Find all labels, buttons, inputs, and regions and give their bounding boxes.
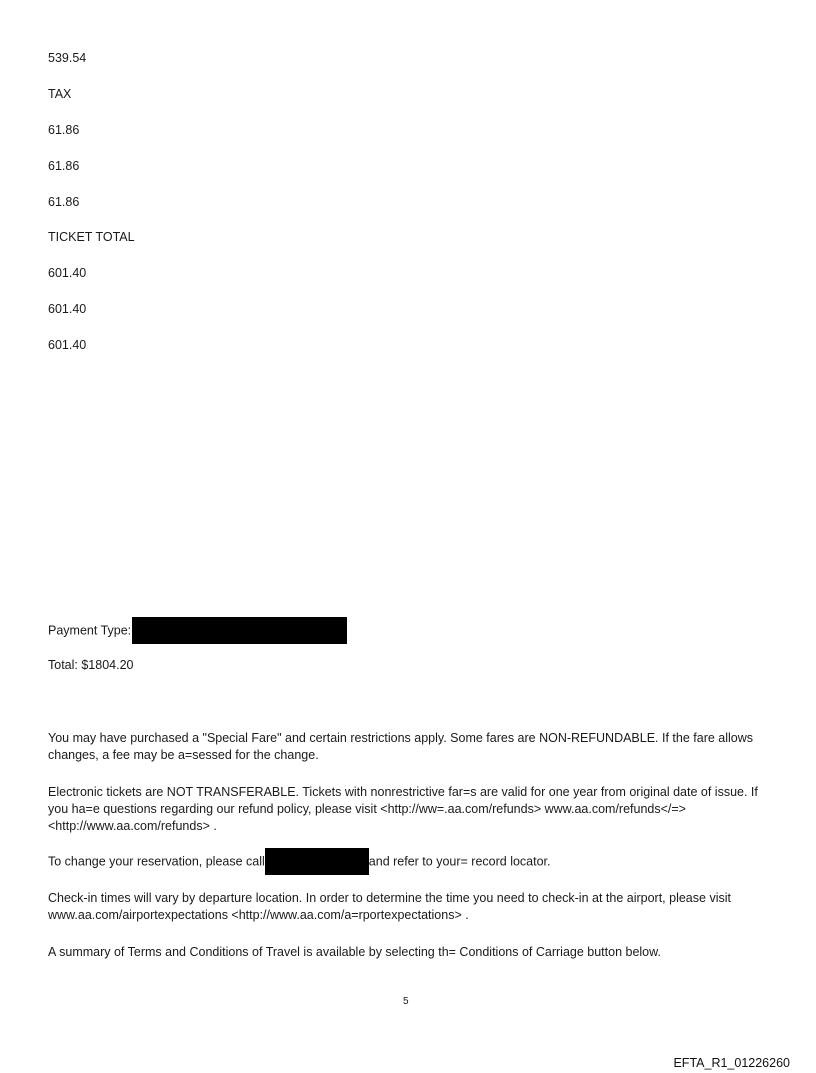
tax-value: 61.86 [48,159,80,173]
change-reservation-text-end: and refer to your= record locator. [368,854,551,869]
ticket-total-value: 601.40 [48,302,87,316]
change-reservation-text: To change your reservation, please call [48,854,265,869]
payment-type-label: Payment Type: [48,623,132,638]
electronic-tickets-notice: Electronic tickets are NOT TRANSFERABLE. Tickets with nonrestrictive far=s are valid for one year from original date of issue. If you ha=e questions regarding our refund policy, please visit <http://ww=.aa.com/refunds> www.aa.com/refunds</=> <http://www.aa.com/refunds> . [48,785,758,833]
fare-value: 539.54 [48,51,87,65]
redaction-box [132,617,347,644]
ticket-total-value: 601.40 [48,266,87,280]
terms-summary: A summary of Terms and Conditions of Travel is available by selecting th= Conditions of Carriage button below. [48,945,661,959]
tax-label: TAX [48,87,72,101]
ticket-total-value: 601.40 [48,338,87,352]
total-amount: Total: $1804.20 [48,658,134,672]
tax-value: 61.86 [48,195,80,209]
change-reservation-row [48,848,551,875]
page-number: 5 [403,996,409,1007]
document-id: EFTA_R1_01226260 [673,1056,790,1070]
ticket-total-label: TICKET TOTAL [48,230,135,244]
tax-value: 61.86 [48,123,80,137]
payment-type-row [48,617,347,644]
redaction-box [265,848,369,875]
special-fare-notice: You may have purchased a "Special Fare" and certain restrictions apply. Some fares are NON-REFUNDABLE. If the fare allows changes, a fee may be a=sessed for the change. [48,731,754,762]
check-in-notice: Check-in times will vary by departure location. In order to determine the time you need to check-in at the airport, please visit www.aa.com/airportexpectations <http://www.aa.com/a=rportexpectations> . [48,891,731,922]
